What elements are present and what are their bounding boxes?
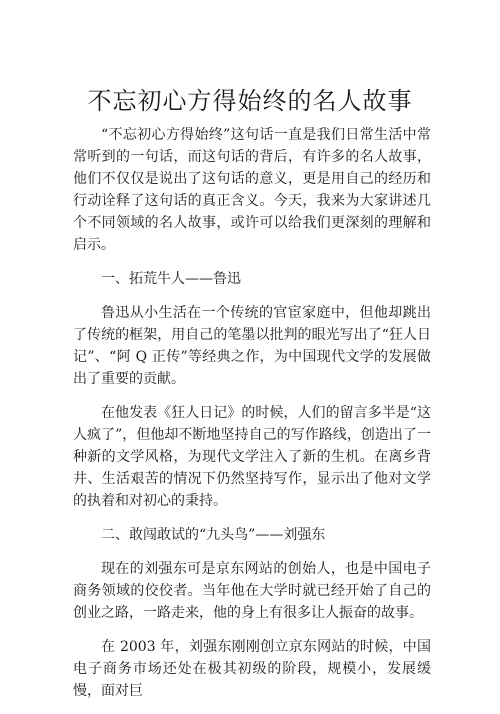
body-paragraph: 现在的刘强东可是京东网站的创始人，也是中国电子商务领域的佼佼者。当年他在大学时就已经开始了自己的创业之路，一路走来，他的身上有很多让人振奋的故事。 [73,561,431,621]
document-title: 不忘初心方得始终的名人故事 [87,87,413,115]
intro-paragraph: “不忘初心方得始终”这句话一直是我们日常生活中常常听到的一句话，而这句话的背后，有许多的名人故事，他们不仅仅是说出了这句话的意义，更是用自己的经历和行动诠释了这句话的真正含义。今天，我来为大家讲述几个不同领域的名人故事，或许可以给我们更深刻的理解和启示。 [73,127,431,253]
section-heading-luxun: 一、拓荒牛人——鲁迅 [101,271,241,287]
section-heading-liuqiangdong: 二、敢闯敢试的“九头鸟”——刘强东 [101,527,326,543]
body-paragraph: 在 2003 年，刘强东刚刚创立京东网站的时候，中国电子商务市场还处在极其初级的阶段，规模小，发展缓慢，面对巨 [73,639,431,699]
document-body [73,124,431,714]
body-paragraph: 鲁迅从小生活在一个传统的官宦家庭中，但他却跳出了传统的框架，用自己的笔墨以批判的眼光写出了“狂人日记”、“阿 Q 正传”等经典之作，为中国现代文学的发展做出了重要的贡献。 [73,305,431,387]
body-paragraph: 在他发表《狂人日记》的时候，人们的留言多半是“这人疯了”，但他却不断地坚持自己的写作路线，创造出了一种新的文学风格，为现代文学注入了新的生机。在离乡背井、生活艰苦的情况下仍然坚持写作，显示出了他对文学的执着和对初心的秉持。 [73,405,431,509]
